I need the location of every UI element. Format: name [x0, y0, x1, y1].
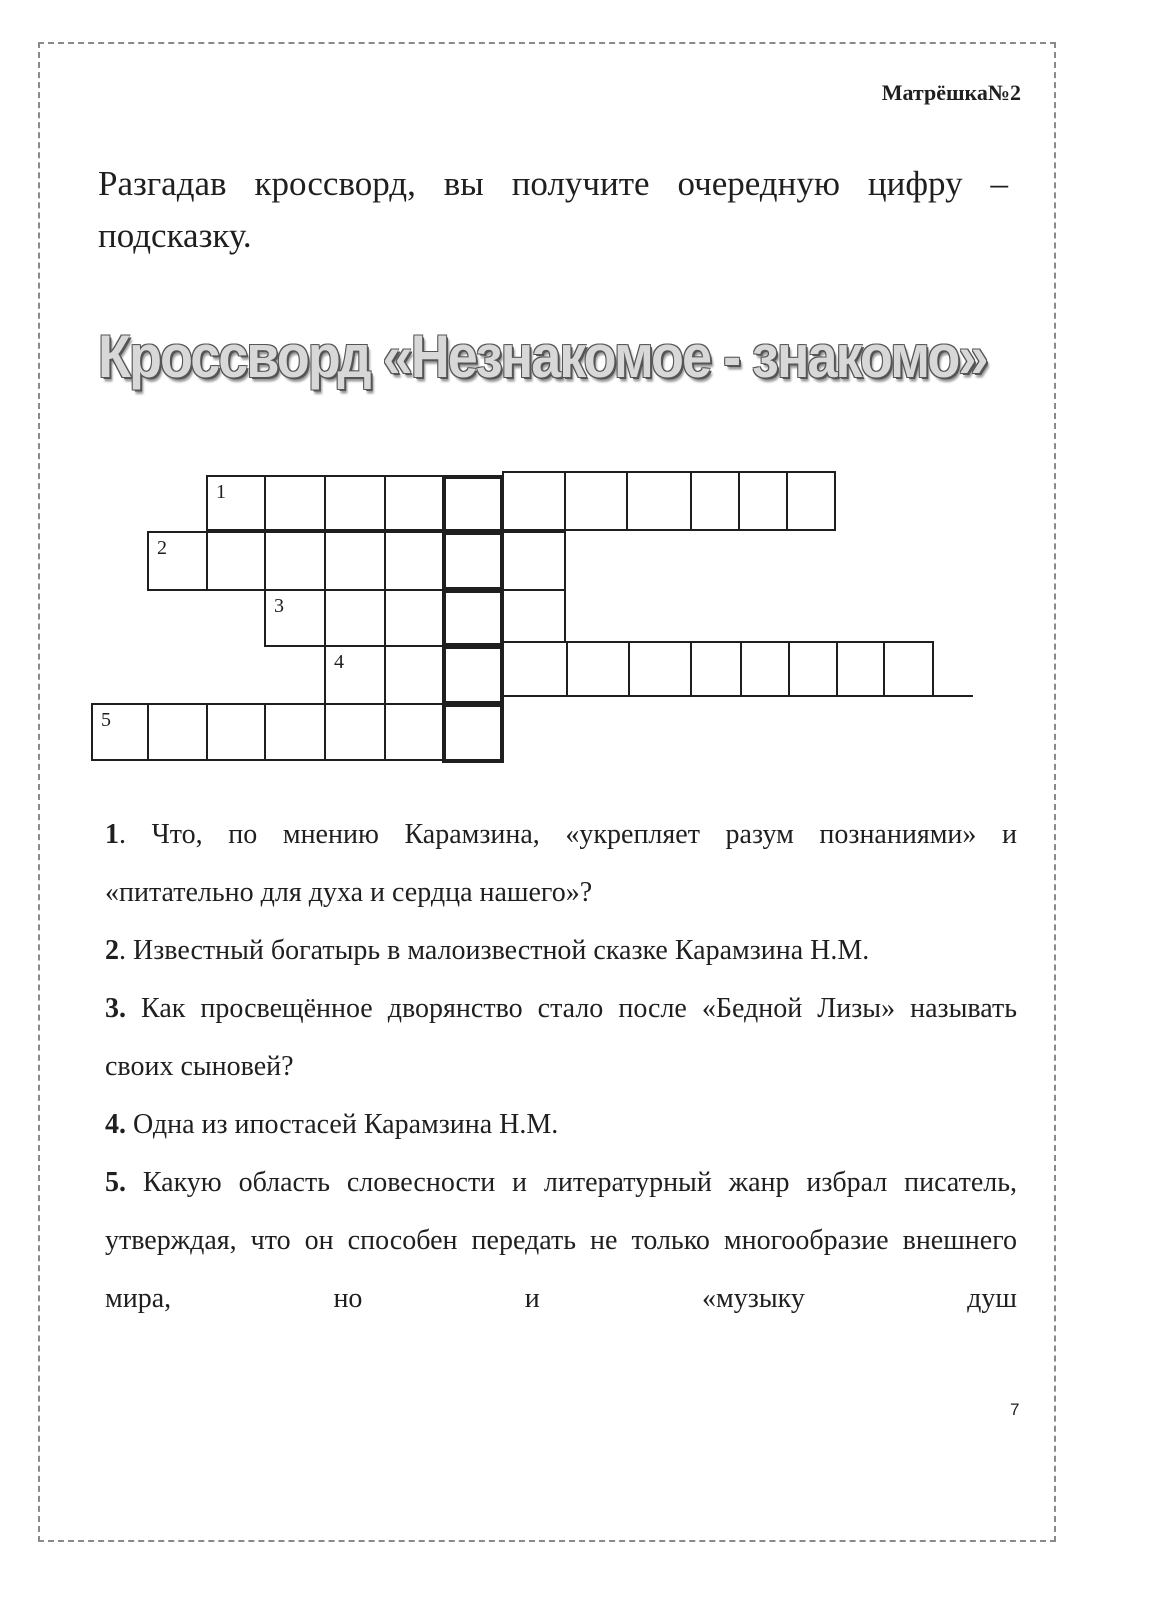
crossword-cell[interactable] [628, 641, 692, 697]
page-number: 7 [1010, 1400, 1020, 1419]
crossword-cell[interactable] [384, 531, 444, 591]
crossword-key-cell[interactable] [442, 589, 504, 647]
crossword-cell[interactable] [740, 641, 790, 697]
crossword-cell[interactable] [384, 645, 444, 705]
question-number: 3. [105, 993, 126, 1024]
question-number: 2 [105, 935, 119, 966]
clue-number: 3 [274, 595, 284, 617]
crossword-cell[interactable] [502, 531, 566, 591]
crossword-cell[interactable] [147, 703, 208, 761]
question-5 [105, 1154, 1017, 1328]
question-text: Одна из ипостасей Карамзина Н.М. [126, 1109, 559, 1140]
question-number: 5. [105, 1167, 126, 1198]
crossword-cell[interactable] [738, 471, 788, 531]
clue-number: 1 [216, 481, 226, 503]
crossword-cell[interactable] [147, 531, 208, 591]
crossword-cell[interactable] [324, 703, 386, 761]
crossword-key-cell[interactable] [442, 703, 504, 763]
question-text: . Известный богатырь в малоизвестной сказке Карамзина Н.М. [119, 935, 870, 966]
clue-number: 2 [157, 537, 167, 559]
crossword-cell[interactable] [626, 471, 692, 531]
crossword-cell[interactable] [566, 641, 630, 697]
questions-list [105, 806, 1017, 1328]
question-4 [105, 1096, 1017, 1154]
crossword-cell[interactable] [264, 703, 326, 761]
crossword-cell[interactable] [324, 645, 386, 705]
row4-extension-line [933, 695, 973, 697]
crossword-cell[interactable] [883, 641, 934, 697]
clue-number: 4 [334, 651, 344, 673]
crossword-cell[interactable] [836, 641, 885, 697]
question-number: 1 [105, 819, 119, 850]
crossword-cell[interactable] [264, 531, 326, 591]
intro-text: Разгадав кроссворд, вы получите очередную цифру – подсказку. [98, 164, 1008, 255]
question-3 [105, 980, 1017, 1096]
crossword-cell[interactable] [264, 475, 326, 531]
crossword-key-cell[interactable] [442, 531, 504, 591]
crossword-cell[interactable] [690, 471, 740, 531]
question-1 [105, 806, 1017, 922]
header-label: Матрёшка№2 [881, 80, 1021, 105]
crossword-cell[interactable] [384, 475, 444, 531]
crossword-cell[interactable] [502, 589, 566, 647]
crossword-cell[interactable] [788, 641, 838, 697]
crossword-cell[interactable] [324, 475, 386, 531]
crossword-key-cell[interactable] [442, 645, 504, 705]
crossword-cell[interactable] [384, 589, 444, 647]
crossword-cell[interactable] [91, 703, 149, 761]
crossword-title: Кроссворд «Незнакомое - знакомо» [98, 323, 987, 391]
crossword-cell[interactable] [690, 641, 742, 697]
crossword-cell[interactable] [564, 471, 628, 531]
question-text: . Что, по мнению Карамзина, «укрепляет разум познаниями» и «питательно для духа и сердца нашего»? [105, 819, 1017, 908]
crossword-cell[interactable] [206, 531, 266, 591]
crossword-cell[interactable] [502, 641, 568, 697]
question-number: 4. [105, 1109, 126, 1140]
crossword-key-cell[interactable] [442, 475, 504, 533]
crossword-cell[interactable] [264, 589, 326, 647]
crossword-cell[interactable] [206, 475, 266, 531]
question-2 [105, 922, 1017, 980]
crossword-cell[interactable] [324, 589, 386, 647]
crossword-cell[interactable] [206, 703, 266, 761]
crossword-cell[interactable] [786, 471, 836, 531]
clue-number: 5 [101, 709, 111, 731]
crossword-cell[interactable] [324, 531, 386, 591]
question-text: Как просвещённое дворянство стало после «Бедной Лизы» называть своих сыновей? [105, 993, 1017, 1082]
question-text: Какую область словесности и литературный жанр избрал писатель, утверждая, что он способен передать не только многообразие внешнего мира, но и «музыку душ [105, 1167, 1017, 1314]
crossword-cell[interactable] [384, 703, 444, 761]
crossword-cell[interactable] [502, 471, 566, 531]
